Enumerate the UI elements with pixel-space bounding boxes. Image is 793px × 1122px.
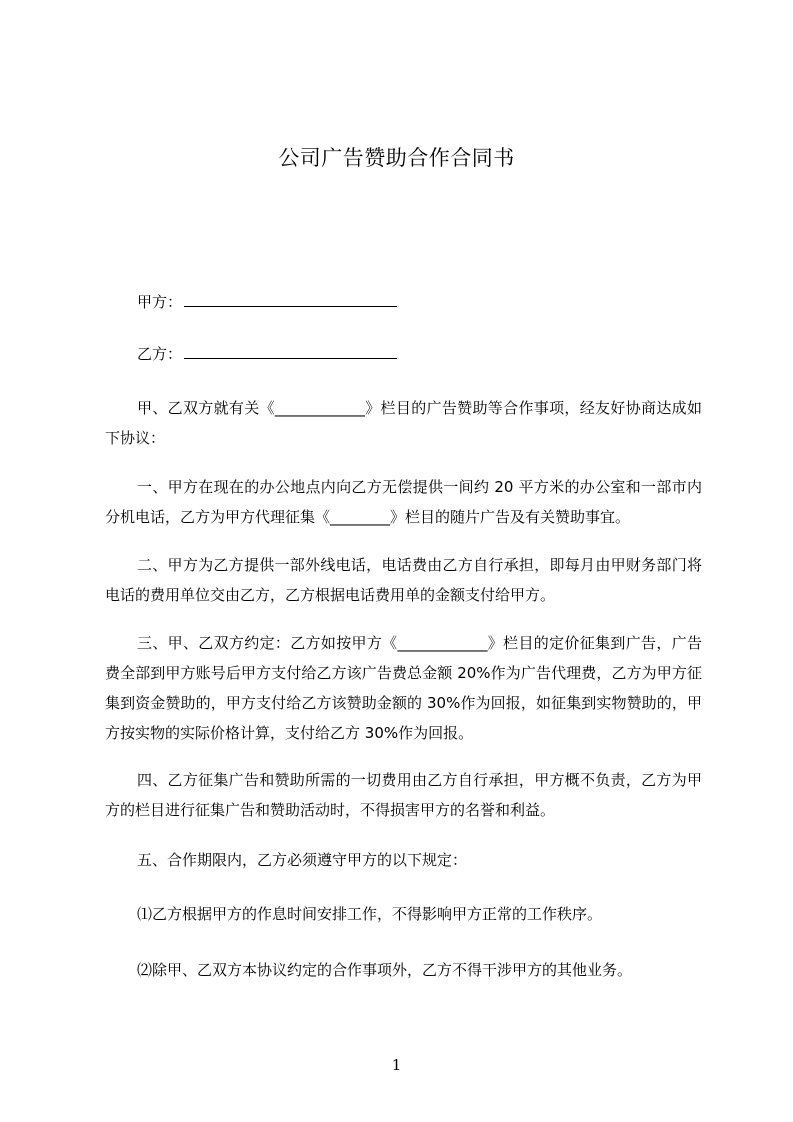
party-a-line xyxy=(137,287,397,317)
clause-2-paragraph: 二、甲方为乙方提供一部外线电话，电话费由乙方自行承担，即每月由甲财务部门将电话的费用单位交由乙方，乙方根据电话费用单的金额支付给甲方。 xyxy=(105,556,702,604)
intro-paragraph: 甲、乙双方就有关《____________》栏目的广告赞助等合作事项，经友好协商达成如下协议： xyxy=(105,399,702,447)
clause-5-item-1: ⑴乙方根据甲方的作息时间安排工作，不得影响甲方正常的工作秩序。 xyxy=(137,905,603,923)
clause-3-paragraph: 三、甲、乙双方约定：乙方如按甲方《____________》栏目的定价征集到广告，广告费全部到甲方账号后甲方支付给乙方该广告费总金额 20%作为广告代理费，乙方为甲方征集到资金赞助的，甲方支付给乙方该赞助金额的 30%作为回报，如征集到实物赞助的，甲方按实物的实际价格计算，支付给乙方 30%作为回报。 xyxy=(105,634,702,742)
page-number: 1 xyxy=(391,1056,402,1074)
document-title: 公司广告赞助合作合同书 xyxy=(278,146,515,170)
clause-4-paragraph: 四、乙方征集广告和赞助所需的一切费用由乙方自行承担，甲方概不负责，乙方为甲方的栏目进行征集广告和赞助活动时，不得损害甲方的名誉和利益。 xyxy=(105,771,702,819)
party-a-label: 甲方： xyxy=(137,293,183,311)
clause-5-item-2: ⑵除甲、乙双方本协议约定的合作事项外，乙方不得干涉甲方的其他业务。 xyxy=(137,961,633,979)
party-b-line xyxy=(137,339,397,369)
clause-1-paragraph: 一、甲方在现在的办公地点内向乙方无偿提供一间约 20 平方米的办公室和一部市内分机电话，乙方为甲方代理征集《________》栏目的随片广告及有关赞助事宜。 xyxy=(105,478,702,526)
party-a-blank xyxy=(184,288,397,307)
clause-5-paragraph: 五、合作期限内，乙方必须遵守甲方的以下规定： xyxy=(137,851,468,869)
party-b-blank xyxy=(184,340,397,359)
party-b-label: 乙方： xyxy=(137,345,183,363)
